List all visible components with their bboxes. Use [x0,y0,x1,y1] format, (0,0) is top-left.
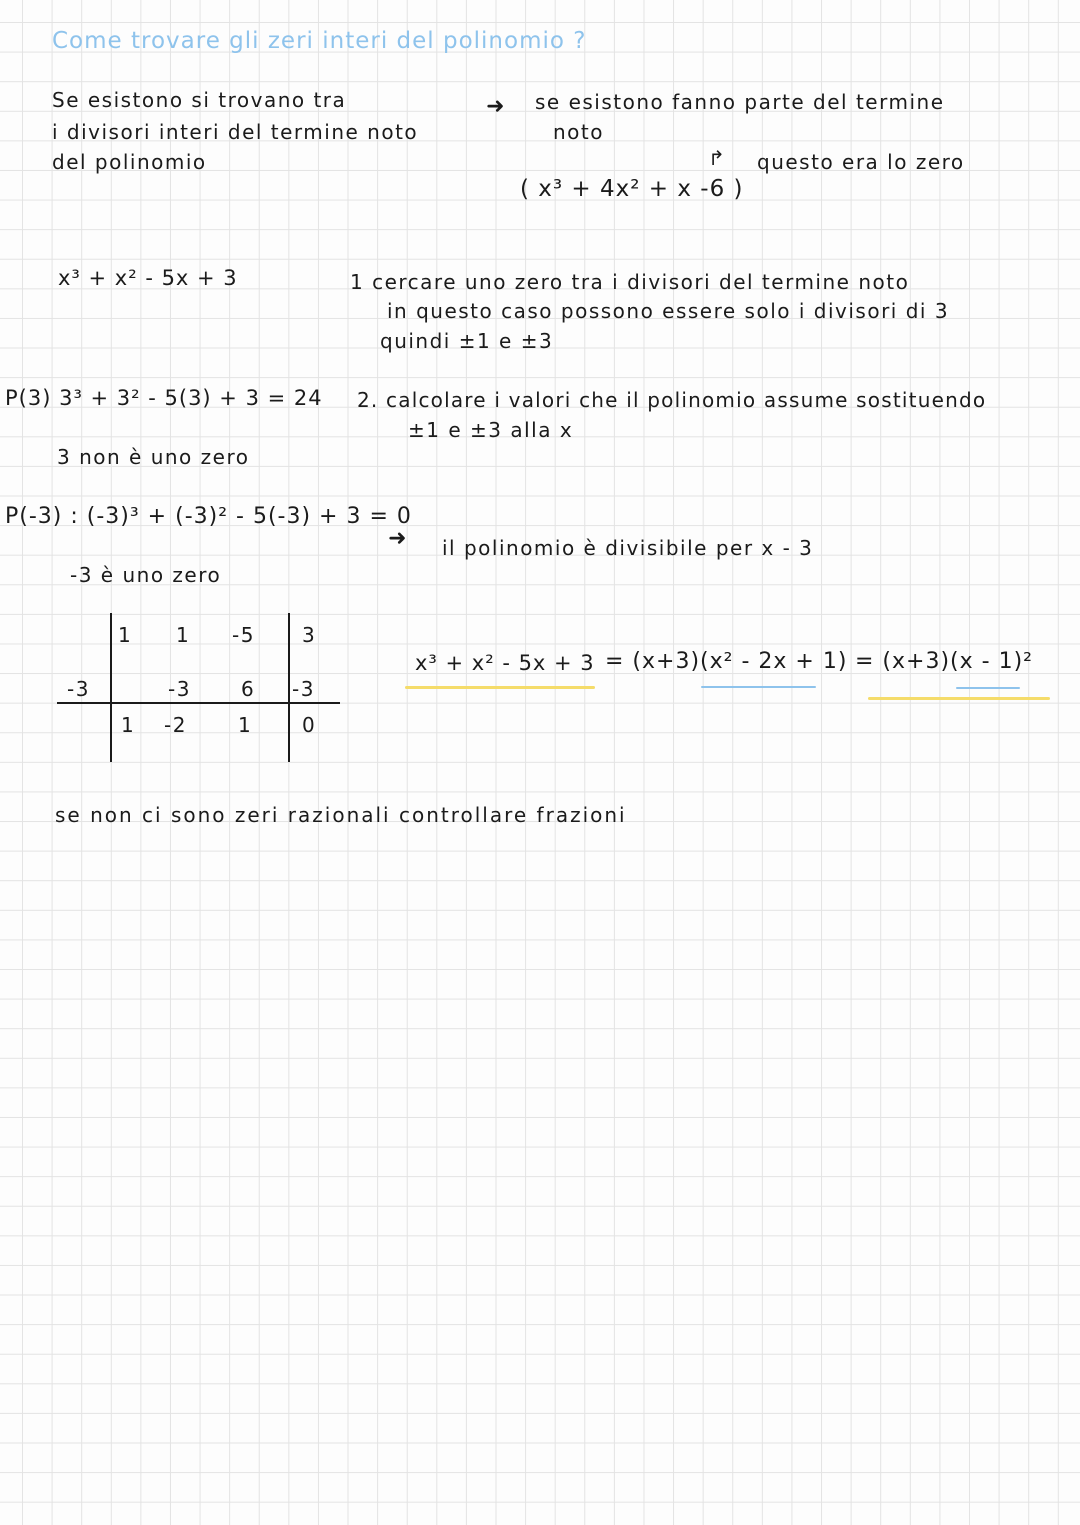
ruffini-result: -2 [164,713,187,737]
zero-note: questo era lo zero [757,150,965,174]
yellow-highlight [405,686,595,689]
ruffini-product: -3 [168,677,191,701]
factorization-lhs: x³ + x² - 5x + 3 [415,651,595,675]
blue-underline [701,686,816,688]
factorization-rhs: = (x+3)(x - 1)² [855,649,1033,674]
intro-right-line: se esistono fanno parte del termine [535,90,945,114]
step1-line: 1 cercare uno zero tra i divisori del termine noto [350,270,910,294]
intro-left-line: Se esistono si trovano tra [52,88,347,112]
intro-right-line: noto [553,120,604,144]
intro-left-line: i divisori interi del termine noto [52,120,419,144]
page-title: Come trovare gli zeri interi del polinomio ? [52,28,587,54]
example-polynomial: ( x³ + 4x² + x -6 ) [520,176,744,202]
p3-note: 3 non è uno zero [57,445,250,469]
ruffini-left-rule [110,613,112,762]
ruffini-product: -3 [292,677,315,701]
ruffini-coefficient: -5 [232,623,255,647]
yellow-highlight [868,697,1050,700]
ruffini-result: 0 [302,713,317,737]
divisibility-conclusion: il polinomio è divisibile per x - 3 [442,536,814,560]
right-arrow-icon: ➜ [388,526,408,551]
intro-left-line: del polinomio [52,150,207,174]
corner-arrow-icon: ↱ [708,146,727,170]
ruffini-horizontal-rule [57,702,340,704]
right-arrow-icon: ➜ [486,94,506,119]
ruffini-result: 1 [121,713,136,737]
factorization-mid: = (x+3)(x² - 2x + 1) [605,649,848,674]
ruffini-coefficient: 1 [176,623,191,647]
blue-underline [956,687,1020,689]
step1-line: in questo caso possono essere solo i divisori di 3 [387,299,950,323]
ruffini-root: -3 [67,677,90,701]
ruffini-product: 6 [241,677,256,701]
ruffini-coefficient: 1 [118,623,133,647]
polynomial: x³ + x² - 5x + 3 [58,266,238,290]
ruffini-result: 1 [238,713,253,737]
ruffini-coefficient: 3 [302,623,317,647]
step1-line: quindi ±1 e ±3 [380,329,554,353]
footer-note: se non ci sono zeri razionali controllare frazioni [55,803,627,827]
step2-line: ±1 e ±3 alla x [408,418,574,442]
evaluation-p3: P(3) 3³ + 3² - 5(3) + 3 = 24 [5,386,323,410]
pm3-note: -3 è uno zero [70,563,222,587]
ruffini-right-rule [288,613,290,762]
evaluation-pm3: P(-3) : (-3)³ + (-3)² - 5(-3) + 3 = 0 [5,504,412,529]
step2-line: 2. calcolare i valori che il polinomio assume sostituendo [357,388,987,412]
